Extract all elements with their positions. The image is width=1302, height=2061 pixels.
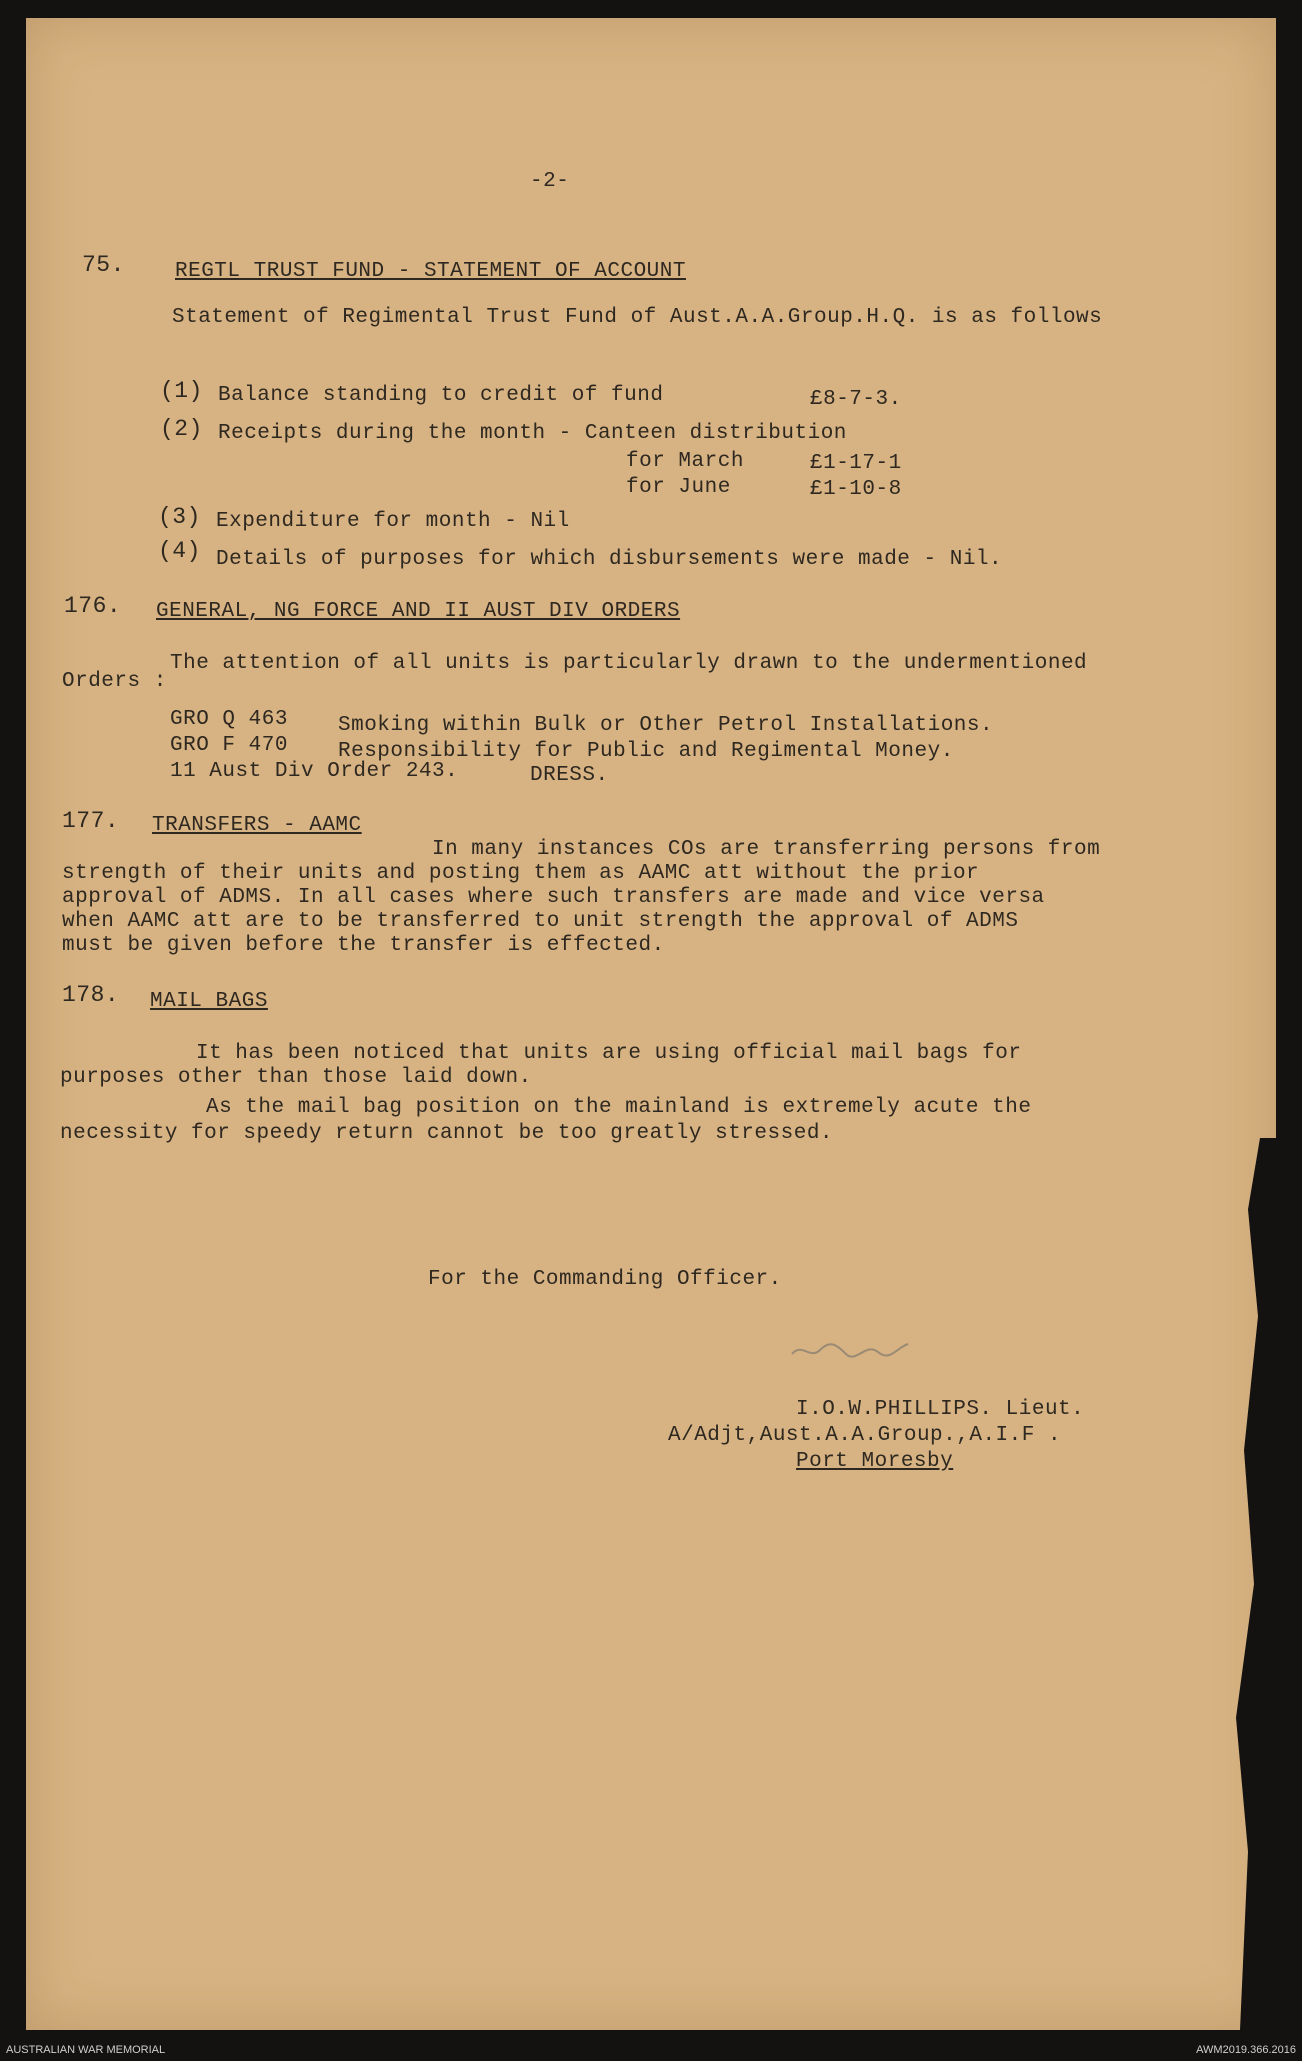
item-label: (3) bbox=[158, 504, 201, 530]
item-text: Expenditure for month - Nil bbox=[216, 510, 570, 533]
item-amount: £1-17-1 bbox=[810, 452, 902, 475]
item-text: for March bbox=[626, 450, 744, 473]
section-178-line: It has been noticed that units are using official mail bags for bbox=[196, 1042, 1022, 1065]
section-177-line: approval of ADMS. In all cases where such transfers are made and vice versa bbox=[62, 886, 1045, 909]
section-178-line: necessity for speedy return cannot be too greatly stressed. bbox=[60, 1122, 834, 1145]
section-178-heading: MAIL BAGS bbox=[150, 990, 268, 1013]
page-number: -2- bbox=[530, 170, 570, 193]
order-ref: GRO Q 463 bbox=[170, 708, 288, 731]
item-label: (1) bbox=[160, 378, 203, 404]
item-text: Receipts during the month - Canteen distribution bbox=[218, 422, 847, 445]
section-177-line: must be given before the transfer is effected. bbox=[62, 934, 665, 957]
section-176-intro: The attention of all units is particularly drawn to the undermentioned bbox=[170, 652, 1088, 675]
section-175-intro: Statement of Regimental Trust Fund of Aust.A.A.Group.H.Q. is as follows bbox=[172, 306, 1103, 329]
section-176-heading: GENERAL, NG FORCE AND II AUST DIV ORDERS bbox=[156, 600, 681, 623]
signatory-name: I.O.W.PHILLIPS. Lieut. bbox=[796, 1398, 1085, 1421]
for-commanding-officer: For the Commanding Officer. bbox=[428, 1268, 782, 1291]
item-amount: £1-10-8 bbox=[810, 478, 902, 501]
section-177-number: 177. bbox=[62, 808, 120, 834]
section-176-intro-orders: Orders : bbox=[62, 670, 167, 693]
signatory-title: A/Adjt,Aust.A.A.Group.,A.I.F . bbox=[668, 1424, 1062, 1447]
section-178-line: As the mail bag position on the mainland is extremely acute the bbox=[206, 1096, 1032, 1119]
order-ref: GRO F 470 bbox=[170, 734, 288, 757]
section-177-line: strength of their units and posting them as AAMC att without the prior bbox=[62, 862, 980, 885]
item-text: Balance standing to credit of fund bbox=[218, 384, 664, 407]
footer-left: AUSTRALIAN WAR MEMORIAL bbox=[6, 2044, 166, 2056]
item-label: (4) bbox=[158, 538, 201, 564]
section-177-heading: TRANSFERS - AAMC bbox=[152, 814, 362, 837]
item-text: for June bbox=[626, 476, 731, 499]
section-175-number: 75. bbox=[82, 252, 125, 278]
section-178-line: purposes other than those laid down. bbox=[60, 1066, 532, 1089]
section-178-number: 178. bbox=[62, 982, 120, 1008]
section-177-line: In many instances COs are transferring persons from bbox=[432, 838, 1101, 861]
item-amount: £8-7-3. bbox=[810, 388, 902, 411]
signatory-location: Port Moresby bbox=[796, 1450, 954, 1473]
signature-scribble bbox=[790, 1338, 910, 1362]
section-177-line: when AAMC att are to be transferred to unit strength the approval of ADMS bbox=[62, 910, 1019, 933]
order-ref: 11 Aust Div Order 243. bbox=[170, 760, 459, 783]
footer-right: AWM2019.366.2016 bbox=[1196, 2044, 1296, 2056]
item-text: Details of purposes for which disbursements were made - Nil. bbox=[216, 548, 1003, 571]
order-text: Responsibility for Public and Regimental Money. bbox=[338, 740, 954, 763]
order-text: Smoking within Bulk or Other Petrol Installations. bbox=[338, 714, 994, 737]
section-175-heading: REGTL TRUST FUND - STATEMENT OF ACCOUNT bbox=[175, 260, 686, 283]
item-label: (2) bbox=[160, 416, 203, 442]
order-text: DRESS. bbox=[530, 764, 609, 787]
section-176-number: 176. bbox=[64, 593, 122, 619]
torn-edge bbox=[1236, 1138, 1276, 2030]
